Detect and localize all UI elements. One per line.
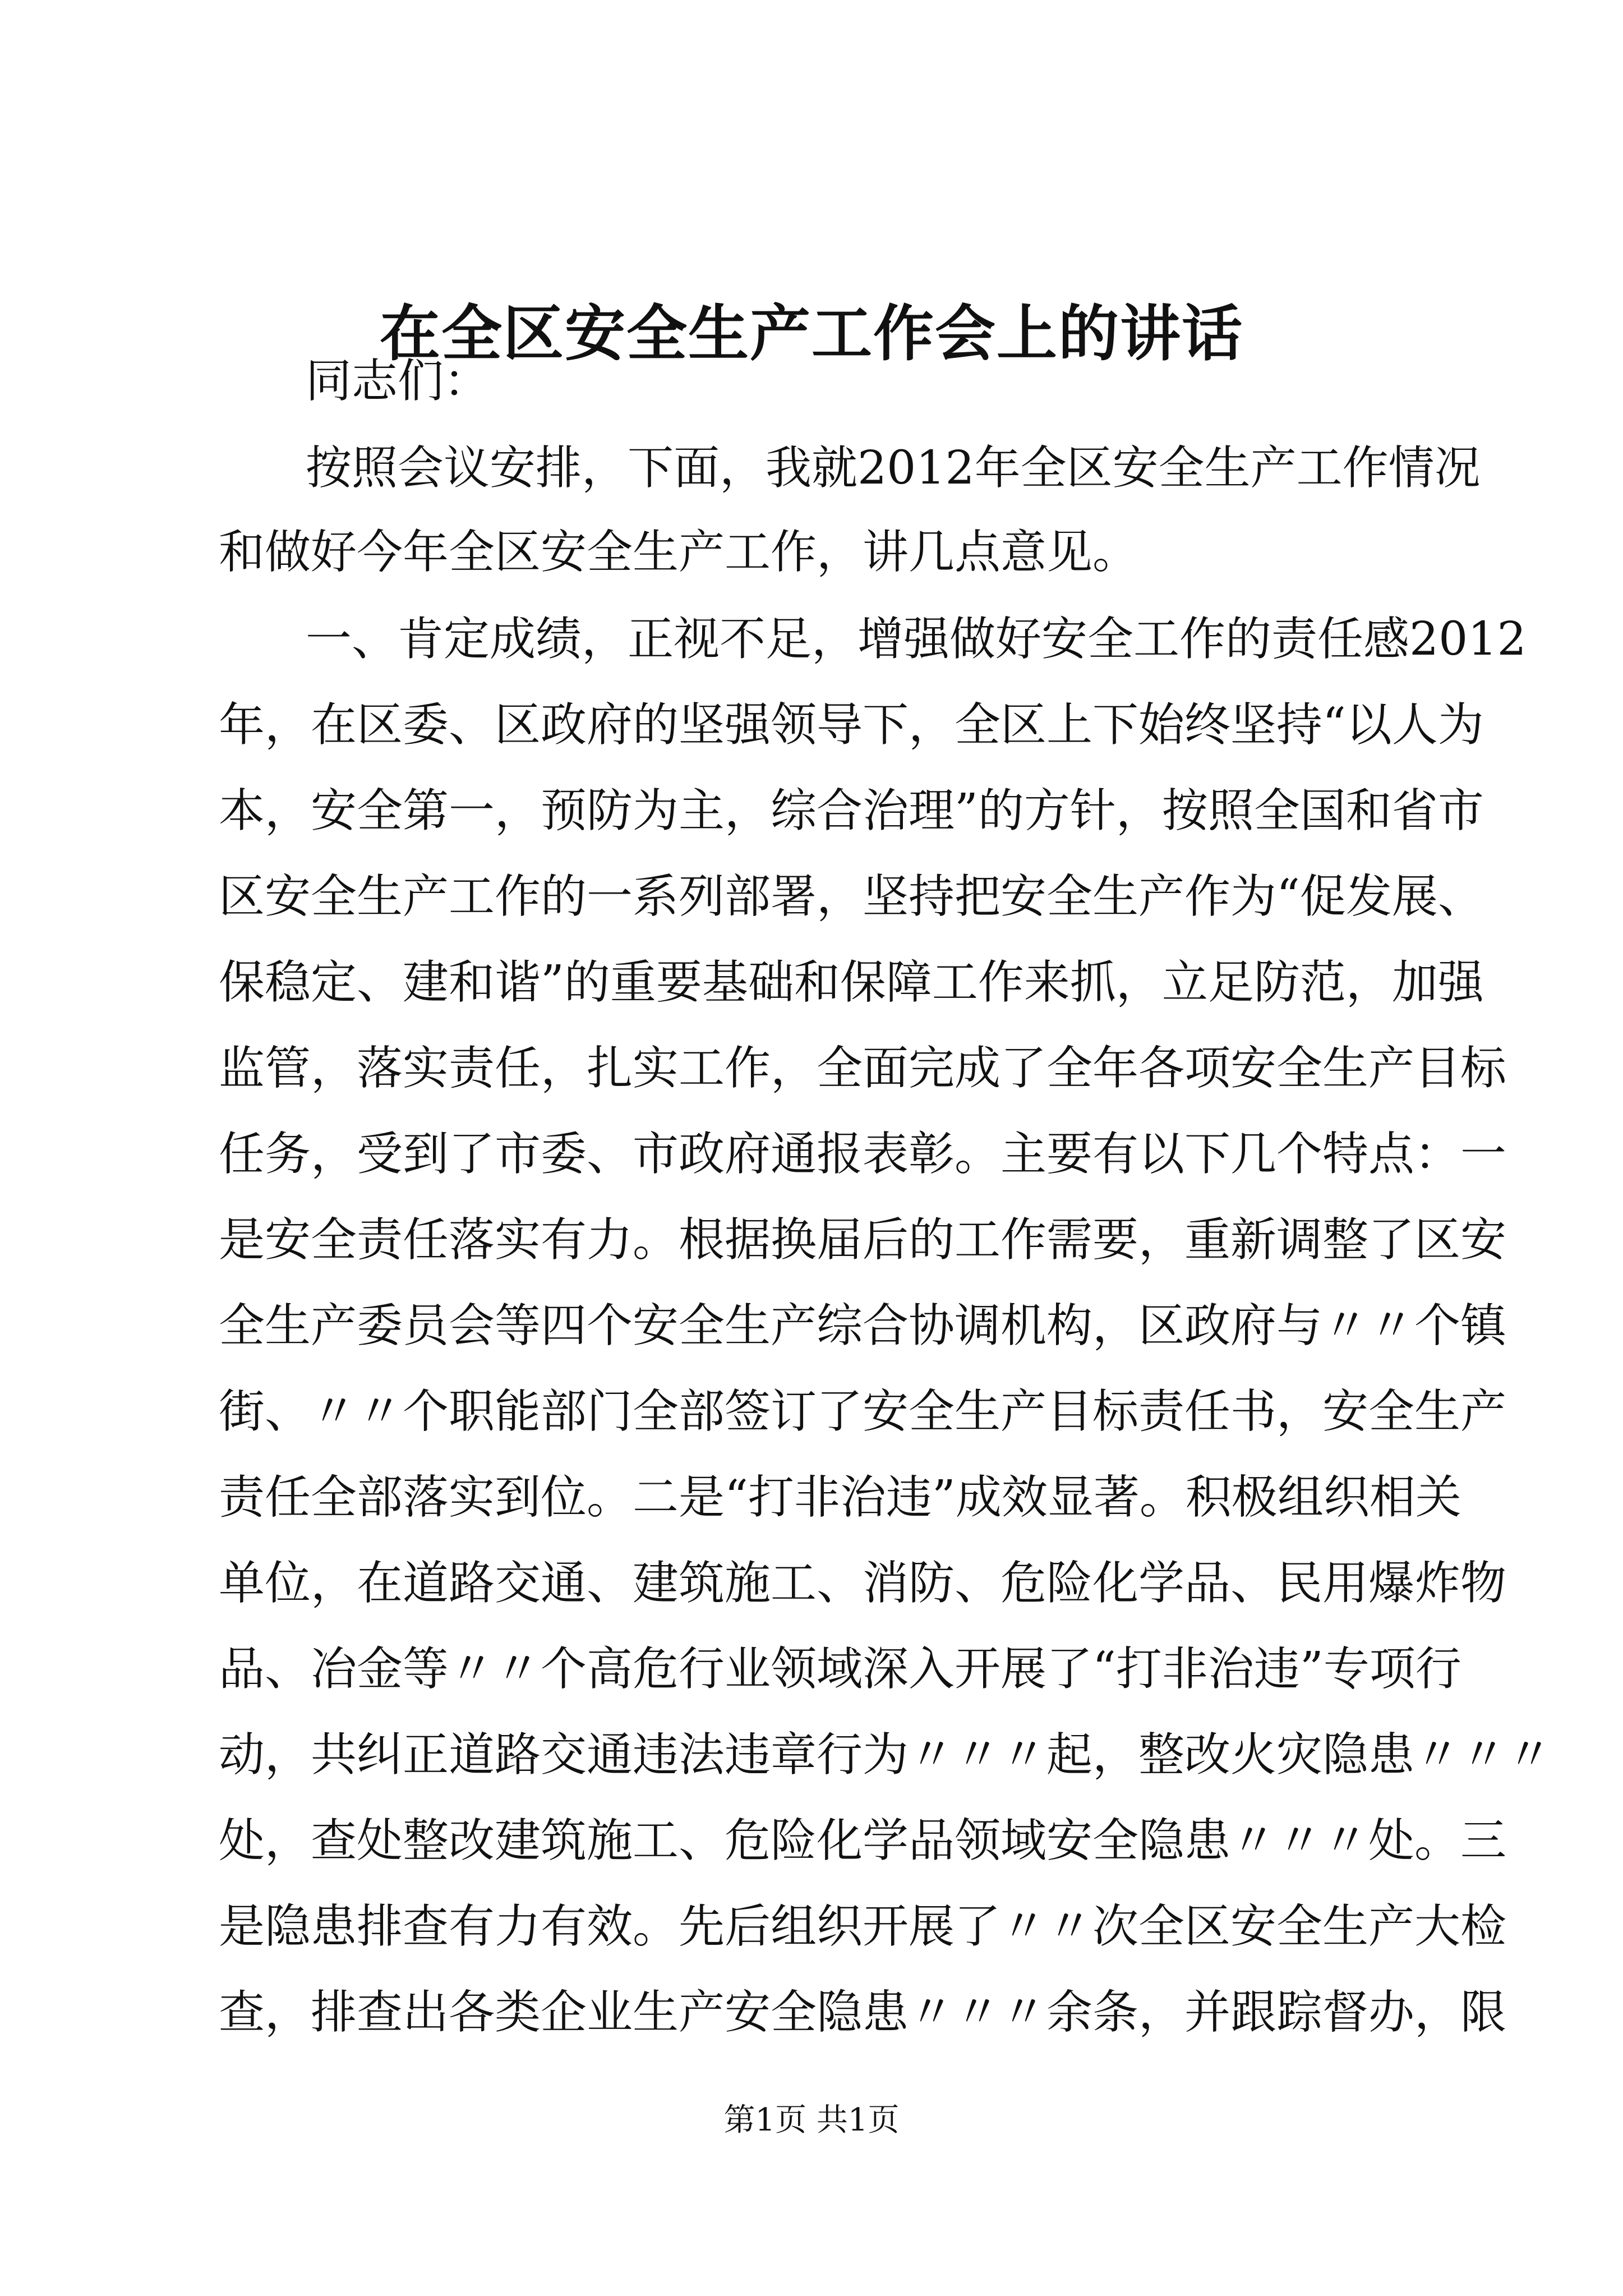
body-line: 街、〃〃个职能部门全部签订了安全生产目标责任书，安全生产 xyxy=(219,1385,1507,1438)
body-line: 任务，受到了市委、市政府通报表彰。主要有以下几个特点：一 xyxy=(219,1128,1507,1181)
body-line: 保稳定、建和谐”的重要基础和保障工作来抓，立足防范，加强 xyxy=(219,956,1484,1009)
body-line: 是隐患排查有力有效。先后组织开展了〃〃次全区安全生产大检 xyxy=(219,1900,1507,1953)
salutation-line: 同志们： xyxy=(306,355,490,408)
body-line: 按照会议安排，下面，我就2012年全区安全生产工作情况 xyxy=(306,441,1481,495)
body-line: 一、肯定成绩，正视不足，增强做好安全工作的责任感2012 xyxy=(306,613,1527,666)
body-line: 处，查处整改建筑施工、危险化学品领域安全隐患〃〃〃处。三 xyxy=(219,1814,1507,1867)
body-line: 动，共纠正道路交通违法违章行为〃〃〃起，整改火灾隐患〃〃〃 xyxy=(219,1728,1553,1782)
body-line: 年，在区委、区政府的坚强领导下，全区上下始终坚持“以人为 xyxy=(219,698,1484,752)
page-footer: 第1页 共1页 xyxy=(723,2102,900,2138)
body-line: 区安全生产工作的一系列部署，坚持把安全生产作为“促发展、 xyxy=(219,870,1484,923)
body-line: 查，排查出各类企业生产安全隐患〃〃〃余条，并跟踪督办，限 xyxy=(219,1986,1507,2039)
body-line: 全生产委员会等四个安全生产综合协调机构，区政府与〃〃个镇 xyxy=(219,1299,1507,1352)
body-line: 和做好今年全区安全生产工作，讲几点意见。 xyxy=(219,526,1139,579)
body-line: 责任全部落实到位。二是“打非治违”成效显著。积极组织相关 xyxy=(219,1471,1461,1524)
body-line: 单位，在道路交通、建筑施工、消防、危险化学品、民用爆炸物 xyxy=(219,1557,1507,1610)
body-line: 品、冶金等〃〃个高危行业领域深入开展了“打非治违”专项行 xyxy=(219,1642,1461,1696)
document-title: 在全区安全生产工作会上的讲话 xyxy=(379,298,1243,369)
body-line: 本，安全第一，预防为主，综合治理”的方针，按照全国和省市 xyxy=(219,784,1484,838)
body-line: 是安全责任落实有力。根据换届后的工作需要，重新调整了区安 xyxy=(219,1213,1507,1267)
body-line: 监管，落实责任，扎实工作，全面完成了全年各项安全生产目标 xyxy=(219,1042,1507,1095)
